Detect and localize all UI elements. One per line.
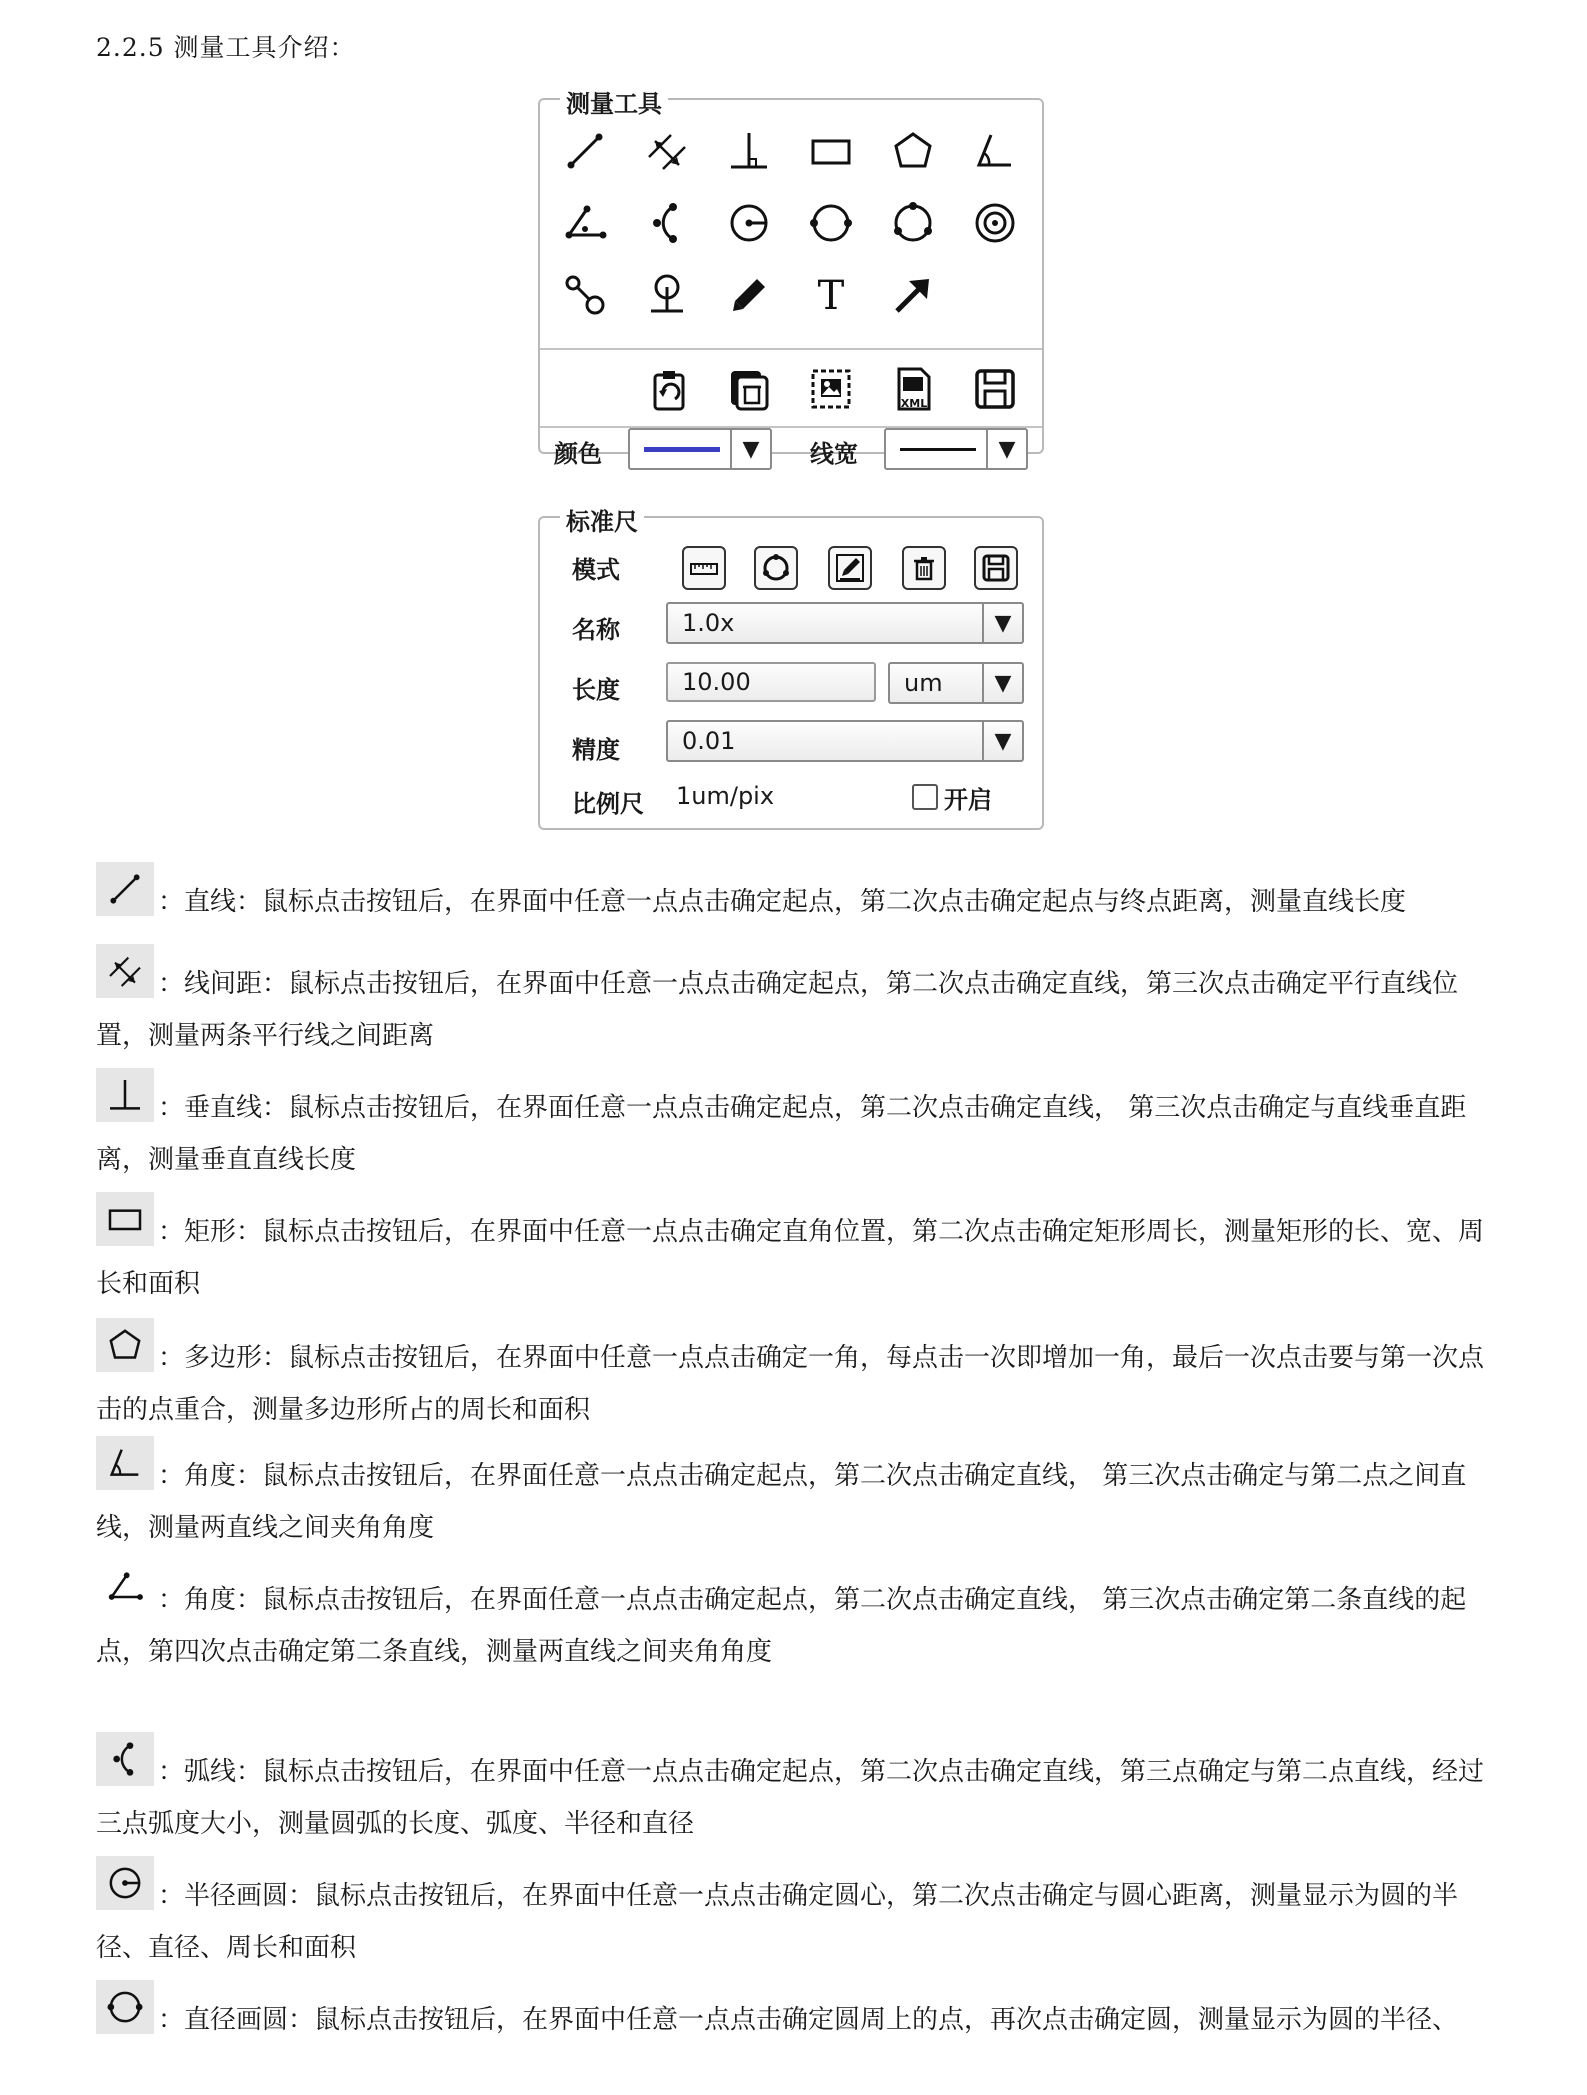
diameter-circle-icon bbox=[807, 199, 855, 247]
line-width-label: 线宽 bbox=[810, 440, 858, 468]
svg-text:XML: XML bbox=[900, 397, 928, 410]
section-heading: 2.2.5 测量工具介绍： bbox=[96, 33, 356, 62]
svg-text:T: T bbox=[817, 273, 845, 319]
rectangle-icon bbox=[807, 127, 855, 175]
ruler-icon bbox=[688, 552, 720, 584]
description-item bbox=[96, 1560, 1496, 1678]
arc-tool-button[interactable] bbox=[638, 194, 696, 252]
description-text: ：半径画圆：鼠标点击按钮后，在界面中任意一点点击确定圆心，第二次点击确定与圆心距离，测量显示为圆的半径、直径、周长和面积 bbox=[96, 1881, 1459, 1963]
four-point-angle-icon bbox=[561, 199, 609, 247]
arc-icon bbox=[105, 1739, 145, 1779]
description-item bbox=[96, 1980, 1496, 2046]
three-point-circle-tool-button[interactable] bbox=[884, 194, 942, 252]
standard-ruler-panel bbox=[538, 508, 1044, 830]
four-point-angle-tool-button[interactable] bbox=[556, 194, 614, 252]
circle-distance-icon bbox=[561, 271, 609, 319]
delete-ruler-button[interactable] bbox=[902, 546, 946, 590]
scale-value: 1um/pix bbox=[676, 782, 775, 810]
arc-icon bbox=[643, 199, 691, 247]
save-ruler-button[interactable] bbox=[974, 546, 1018, 590]
line-tool-button[interactable] bbox=[556, 122, 614, 180]
description-item bbox=[96, 1068, 1496, 1186]
description-text: ：线间距：鼠标点击按钮后，在界面中任意一点点击确定起点，第二次点击确定直线，第三次点击确定平行直线位置，测量两条平行线之间距离 bbox=[96, 969, 1459, 1051]
parallel-distance-tool-button[interactable] bbox=[638, 122, 696, 180]
description-text: ：角度：鼠标点击按钮后，在界面任意一点点击确定起点，第二次点击确定直线， 第三次点击确定与第二点之间直线，测量两直线之间夹角角度 bbox=[96, 1461, 1467, 1543]
color-label: 颜色 bbox=[554, 440, 602, 468]
four-point-angle-icon bbox=[105, 1567, 145, 1607]
angle-icon bbox=[105, 1443, 145, 1483]
perpendicular-icon-thumb bbox=[96, 1068, 154, 1122]
description-text: ：直线：鼠标点击按钮后，在界面中任意一点点击确定起点，第二次点击确定起点与终点距离，测量直线长度 bbox=[158, 887, 1407, 917]
arrow-tool-button[interactable] bbox=[884, 266, 942, 324]
line-width-preview bbox=[900, 448, 976, 451]
undo-clip-button[interactable] bbox=[640, 360, 698, 418]
color-swatch bbox=[644, 447, 720, 452]
polygon-icon bbox=[889, 127, 937, 175]
description-text: ：多边形：鼠标点击按钮后，在界面中任意一点点击确定一角，每点击一次即增加一角，最后一次点击要与第一次点击的点重合，测量多边形所占的周长和面积 bbox=[96, 1343, 1485, 1425]
edit-icon bbox=[834, 552, 866, 584]
ruler-mode-button[interactable] bbox=[682, 546, 726, 590]
text-tool-button[interactable] bbox=[802, 266, 860, 324]
polygon-icon-thumb bbox=[96, 1318, 154, 1372]
length-input[interactable]: 10.00 bbox=[666, 662, 876, 702]
dropdown-arrow-icon: ▼ bbox=[982, 664, 1022, 702]
save-icon bbox=[980, 552, 1012, 584]
name-label: 名称 bbox=[572, 616, 620, 644]
measure-tool-panel bbox=[538, 90, 1044, 468]
dropdown-arrow-icon: ▼ bbox=[982, 722, 1022, 760]
capture-image-button[interactable] bbox=[802, 360, 860, 418]
text-icon bbox=[807, 271, 855, 319]
circle-calibrate-button[interactable] bbox=[754, 546, 798, 590]
polygon-icon bbox=[105, 1325, 145, 1365]
stacked-delete-icon bbox=[725, 365, 773, 413]
enable-checkbox[interactable] bbox=[912, 784, 938, 810]
description-item bbox=[96, 944, 1496, 1062]
parallel-distance-icon bbox=[643, 127, 691, 175]
arc-icon-thumb bbox=[96, 1732, 154, 1786]
xml-export-icon bbox=[889, 365, 937, 413]
trash-icon bbox=[908, 552, 940, 584]
parallel-distance-icon bbox=[105, 951, 145, 991]
save-icon bbox=[971, 365, 1019, 413]
angle-tool-button[interactable] bbox=[966, 122, 1024, 180]
description-text: ：直径画圆：鼠标点击按钮后，在界面中任意一点点击确定圆周上的点，再次点击确定圆，测量显示为圆的半径、 bbox=[158, 2005, 1459, 2035]
description-item bbox=[96, 1192, 1496, 1310]
line-icon bbox=[105, 869, 145, 909]
perpendicular-icon bbox=[725, 127, 773, 175]
polygon-tool-button[interactable] bbox=[884, 122, 942, 180]
line-width-dropdown[interactable] bbox=[884, 428, 1028, 470]
radius-circle-icon-thumb bbox=[96, 1856, 154, 1910]
dropdown-arrow-icon: ▼ bbox=[986, 430, 1026, 468]
rectangle-icon bbox=[105, 1199, 145, 1239]
unit-select[interactable] bbox=[888, 662, 1024, 704]
point-tool-button[interactable] bbox=[638, 266, 696, 324]
parallel-distance-icon-thumb bbox=[96, 944, 154, 998]
description-text: ：角度：鼠标点击按钮后，在界面任意一点点击确定起点，第二次点击确定直线， 第三次点击确定第二条直线的起点，第四次点击确定第二条直线，测量两直线之间夹角角度 bbox=[96, 1585, 1467, 1667]
toolbar-divider bbox=[540, 348, 1042, 350]
description-item bbox=[96, 862, 1496, 928]
clear-all-button[interactable] bbox=[720, 360, 778, 418]
point-icon bbox=[643, 271, 691, 319]
description-item bbox=[96, 1856, 1496, 1974]
dropdown-arrow-icon: ▼ bbox=[730, 430, 770, 468]
panel-title: 测量工具 bbox=[560, 84, 668, 119]
enable-label: 开启 bbox=[944, 786, 992, 814]
export-xml-button[interactable] bbox=[884, 360, 942, 418]
rectangle-tool-button[interactable] bbox=[802, 122, 860, 180]
diameter-circle-icon bbox=[105, 1987, 145, 2027]
diameter-circle-icon-thumb bbox=[96, 1980, 154, 2034]
pencil-icon bbox=[725, 271, 773, 319]
mode-label: 模式 bbox=[572, 556, 620, 584]
radius-circle-icon bbox=[725, 199, 773, 247]
ruler-name-select[interactable] bbox=[666, 602, 1024, 644]
line-icon-thumb bbox=[96, 862, 154, 916]
precision-select[interactable] bbox=[666, 720, 1024, 762]
circle-calibrate-icon bbox=[760, 552, 792, 584]
unit-value: um bbox=[904, 669, 943, 697]
length-label: 长度 bbox=[572, 676, 620, 704]
description-text: ：弧线：鼠标点击按钮后，在界面中任意一点点击确定起点，第二次点击确定直线，第三点确定与第二点直线，经过三点弧度大小，测量圆弧的长度、弧度、半径和直径 bbox=[96, 1757, 1485, 1839]
perpendicular-tool-button[interactable] bbox=[720, 122, 778, 180]
description-item bbox=[96, 1436, 1496, 1554]
edit-ruler-button[interactable] bbox=[828, 546, 872, 590]
description-item bbox=[96, 1732, 1496, 1850]
description-item bbox=[96, 1318, 1496, 1436]
radius-circle-icon bbox=[105, 1863, 145, 1903]
scale-label: 比例尺 bbox=[572, 790, 644, 818]
save-button[interactable] bbox=[966, 360, 1024, 418]
three-point-circle-icon bbox=[889, 199, 937, 247]
description-text: ：矩形：鼠标点击按钮后，在界面中任意一点点击确定直角位置，第二次点击确定矩形周长，测量矩形的长、宽、周长和面积 bbox=[96, 1217, 1485, 1299]
capture-image-icon bbox=[807, 365, 855, 413]
four-point-angle-icon-thumb bbox=[96, 1560, 154, 1614]
line-icon bbox=[561, 127, 609, 175]
pencil-tool-button[interactable] bbox=[720, 266, 778, 324]
angle-icon-thumb bbox=[96, 1436, 154, 1490]
perpendicular-icon bbox=[105, 1075, 145, 1115]
angle-icon bbox=[971, 127, 1019, 175]
panel-title: 标准尺 bbox=[560, 502, 644, 537]
undo-clipboard-icon bbox=[645, 365, 693, 413]
precision-value: 0.01 bbox=[682, 727, 736, 755]
rectangle-icon-thumb bbox=[96, 1192, 154, 1246]
diameter-circle-tool-button[interactable] bbox=[802, 194, 860, 252]
concentric-circle-tool-button[interactable] bbox=[966, 194, 1024, 252]
circle-distance-tool-button[interactable] bbox=[556, 266, 614, 324]
description-text: ：垂直线：鼠标点击按钮后，在界面任意一点点击确定起点，第二次点击确定直线， 第三次点击确定与直线垂直距离，测量垂直直线长度 bbox=[96, 1093, 1467, 1175]
dropdown-arrow-icon: ▼ bbox=[982, 604, 1022, 642]
arrow-icon bbox=[889, 271, 937, 319]
ruler-name-value: 1.0x bbox=[682, 609, 735, 637]
precision-label: 精度 bbox=[572, 736, 620, 764]
color-dropdown[interactable] bbox=[628, 428, 772, 470]
radius-circle-tool-button[interactable] bbox=[720, 194, 778, 252]
concentric-circle-icon bbox=[971, 199, 1019, 247]
